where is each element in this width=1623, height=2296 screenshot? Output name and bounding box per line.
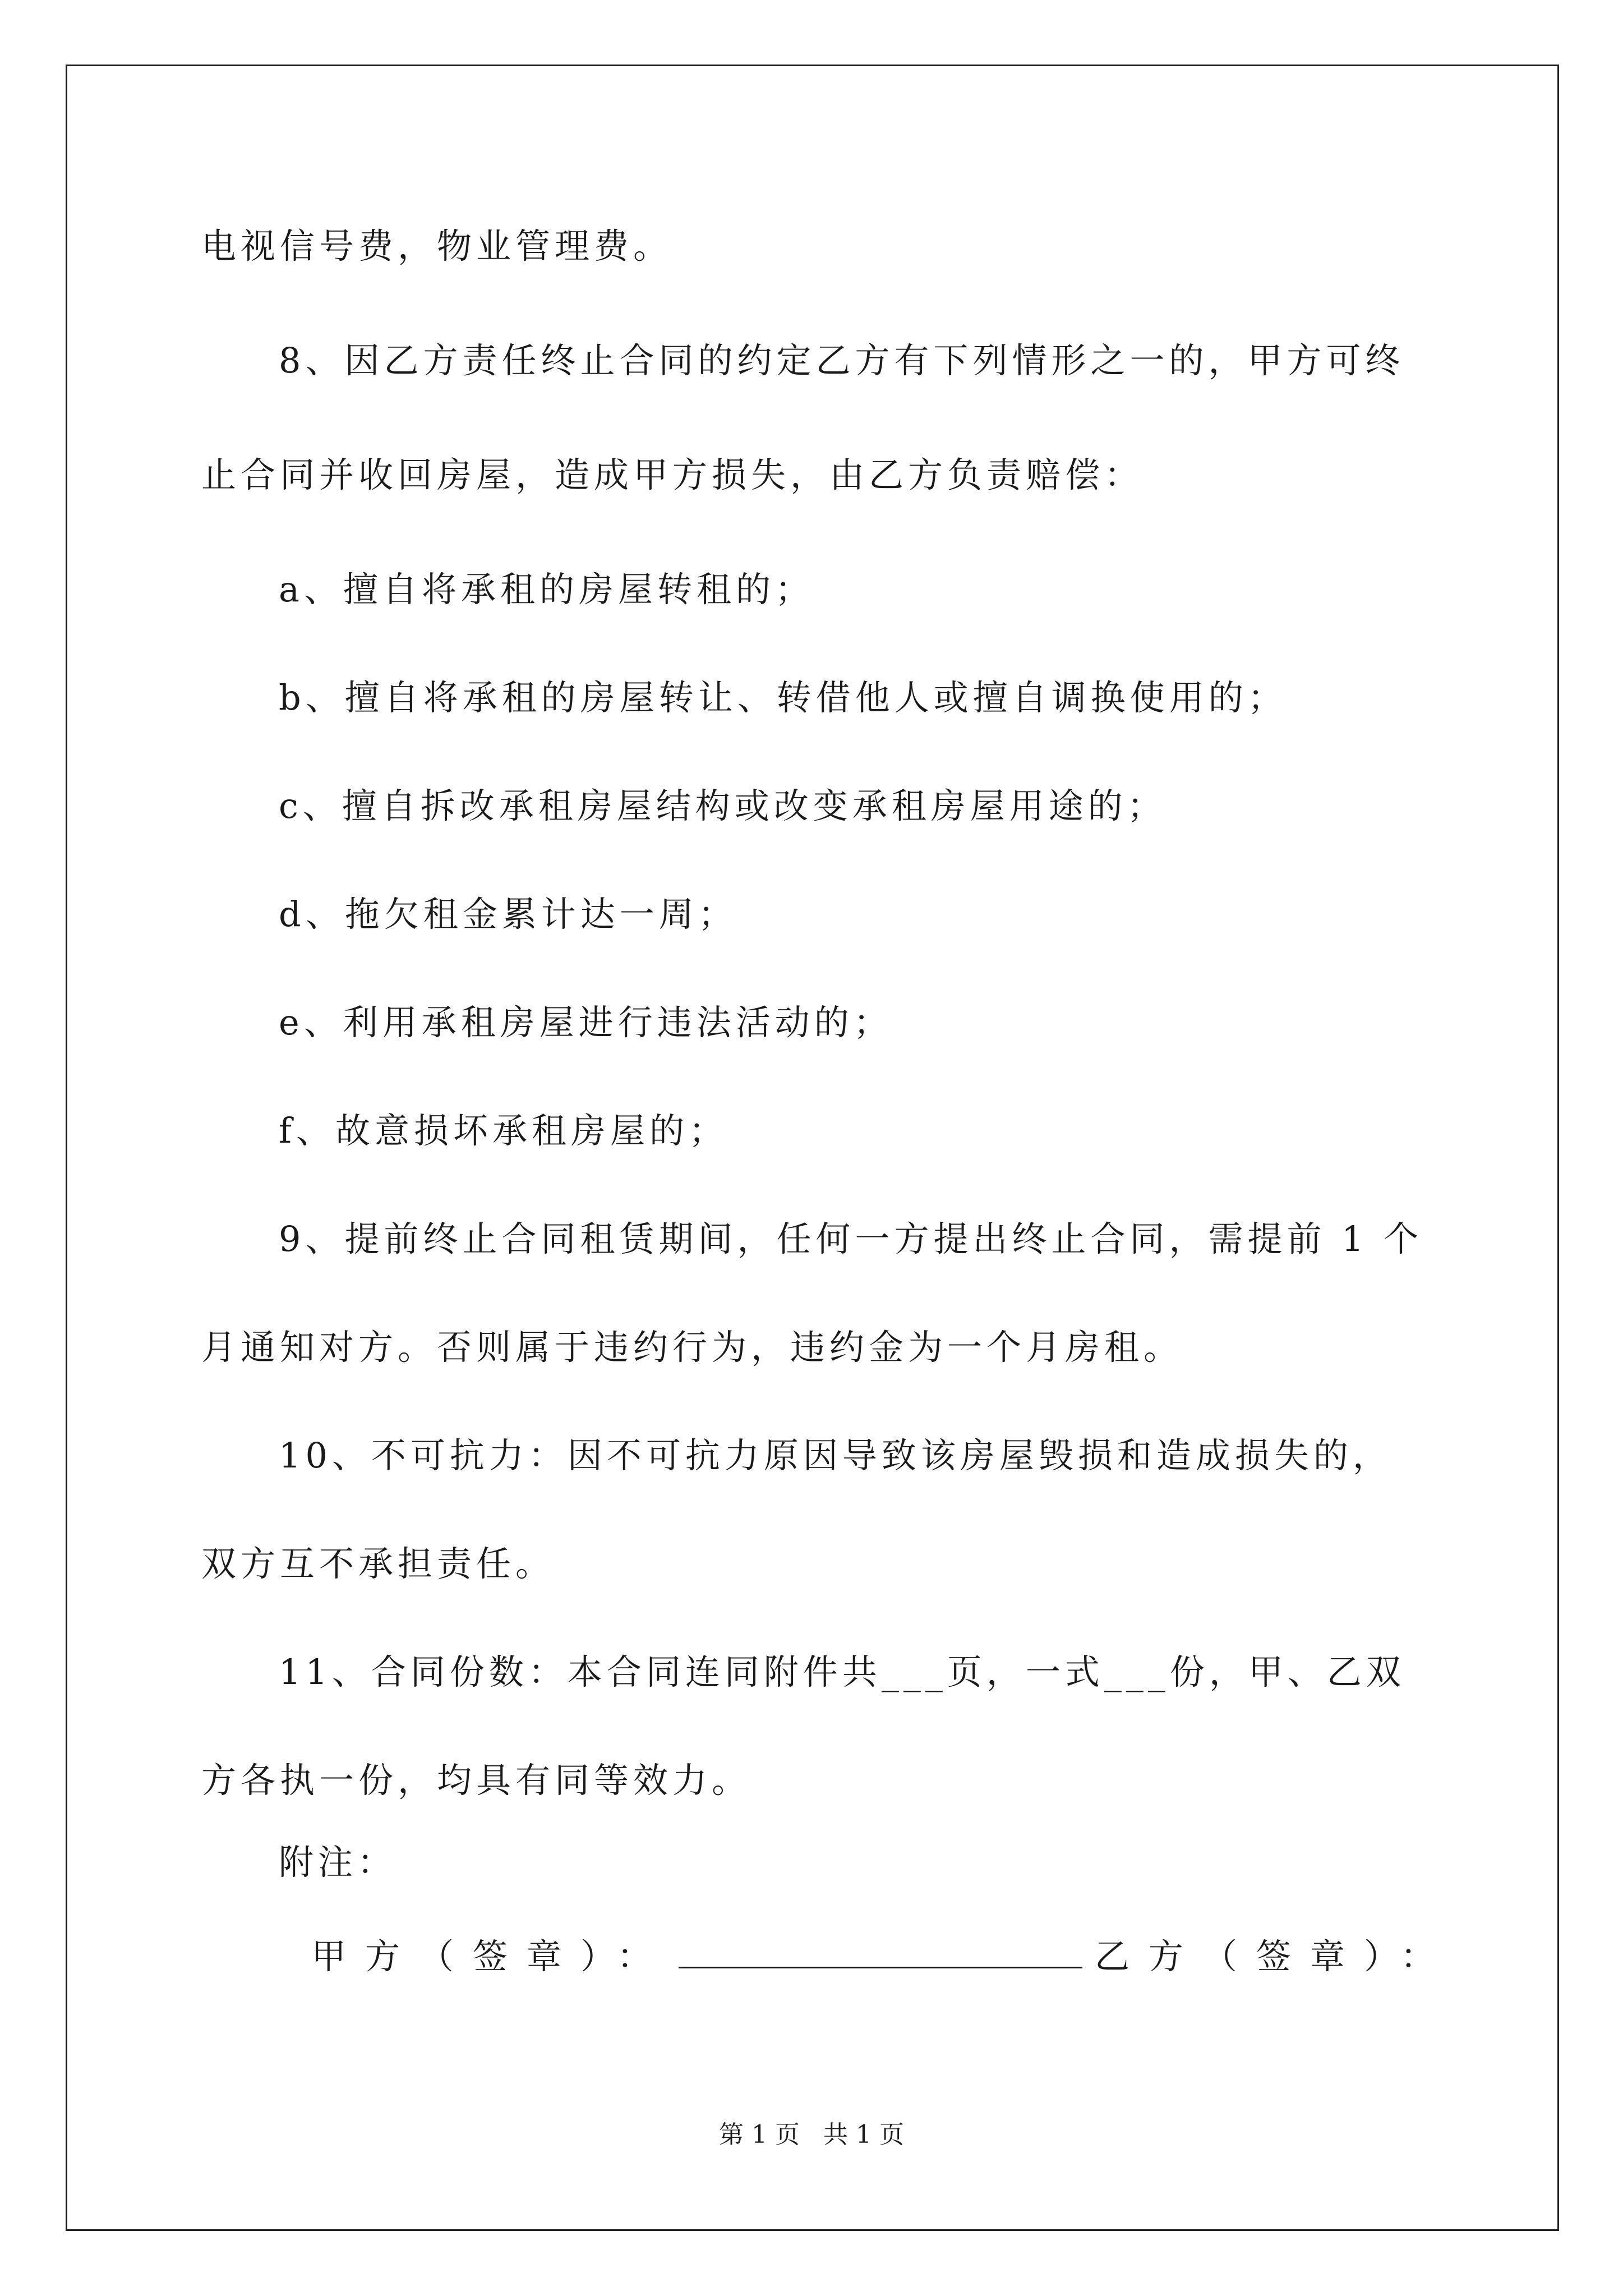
- party-b-signature-label: 乙方（签章）：: [1095, 1936, 1455, 1977]
- paragraph-line: c、擅自拆改承租房屋结构或改变承租房屋用途的；: [279, 785, 1166, 826]
- signature-blank-line: [679, 1939, 1082, 1968]
- signature-row: [311, 1936, 1455, 1977]
- paragraph-line: 双方互不承担责任。: [201, 1543, 555, 1584]
- paragraph-line: 月通知对方。否则属于违约行为，违约金为一个月房租。: [201, 1327, 1183, 1368]
- paragraph-line: 电视信号费，物业管理费。: [201, 226, 673, 266]
- paragraph-line: f、故意损坏承租房屋的；: [279, 1110, 728, 1151]
- paragraph-line: 8、因乙方责任终止合同的约定乙方有下列情形之一的，甲方可终: [279, 340, 1405, 381]
- paragraph-line: 止合同并收回房屋，造成甲方损失，由乙方负责赔偿：: [201, 454, 1144, 495]
- paragraph-line: 9、提前终止合同租赁期间，任何一方提出终止合同，需提前 1 个: [279, 1218, 1423, 1259]
- paragraph-line: a、擅自将承租的房屋转租的；: [279, 569, 814, 610]
- paragraph-line: 附注：: [279, 1842, 397, 1883]
- paragraph-line: 10、不可抗力：因不可抗力原因导致该房屋毁损和造成损失的，: [279, 1435, 1392, 1476]
- page-footer: 第 1 页 共 1 页: [719, 2120, 904, 2149]
- paragraph-line: d、拖欠租金累计达一周；: [279, 894, 737, 935]
- paragraph-line: 方各执一份，均具有同等效力。: [201, 1760, 751, 1801]
- party-a-signature-label: 甲方（签章）：: [311, 1936, 671, 1977]
- paragraph-line: b、擅自将承租的房屋转让、转借他人或擅自调换使用的；: [279, 677, 1287, 718]
- paragraph-line: 11、合同份数：本合同连同附件共___页，一式___份，甲、乙双: [279, 1651, 1405, 1692]
- paragraph-line: e、利用承租房屋进行违法活动的；: [279, 1002, 893, 1043]
